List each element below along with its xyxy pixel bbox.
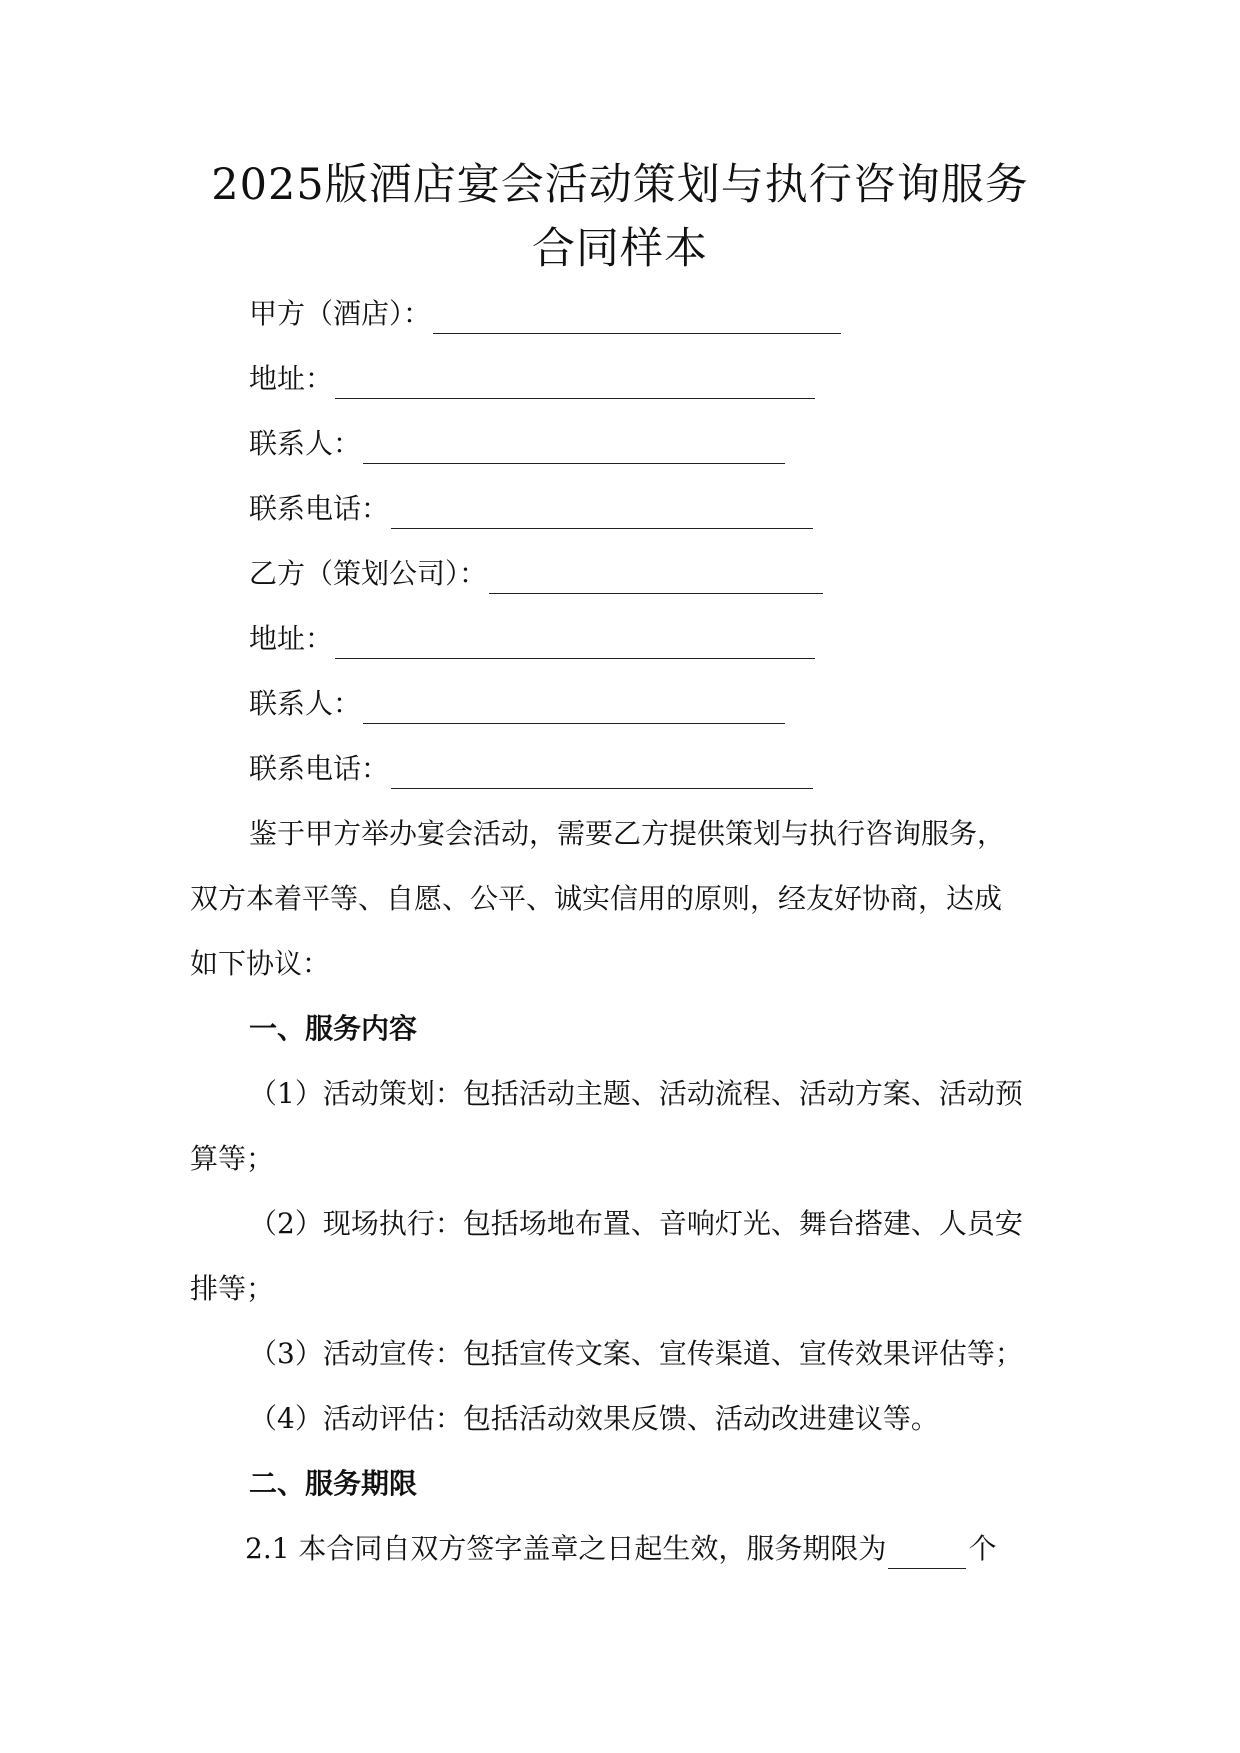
section-1-item-2-line-2: 排等； [190,1272,275,1305]
section-1-item-3: （3）活动宣传：包括宣传文案、宣传渠道、宣传效果评估等； [249,1337,1023,1370]
party-b-contact-blank[interactable] [363,693,785,724]
preamble-line-3: 如下协议： [190,947,331,980]
party-a-phone-field[interactable] [249,489,813,529]
party-b-name-blank[interactable] [489,563,823,594]
party-a-address-blank[interactable] [335,368,815,399]
party-a-address-label: 地址： [249,362,334,395]
clause-2-1-prefix: 2.1 本合同自双方签字盖章之日起生效，服务期限为 [245,1532,887,1565]
party-b-address-blank[interactable] [335,628,815,659]
party-b-contact-field[interactable] [249,684,785,724]
service-period-blank[interactable] [888,1540,966,1569]
section-1-item-1-line-2: 算等； [190,1142,275,1175]
section-1-item-2-line-1: （2）现场执行：包括场地布置、音响灯光、舞台搭建、人员安 [249,1207,1023,1240]
preamble-line-2: 双方本着平等、自愿、公平、诚实信用的原则，经友好协商，达成 [190,882,1003,915]
document-title-line-1: 2025版酒店宴会活动策划与执行咨询服务 [211,160,1029,210]
party-a-name-field[interactable] [249,294,841,334]
party-b-phone-blank[interactable] [391,758,813,789]
party-a-phone-blank[interactable] [391,498,813,529]
party-a-contact-blank[interactable] [363,433,785,464]
party-a-contact-field[interactable] [249,424,785,464]
party-a-name-blank[interactable] [433,303,841,334]
section-2-heading: 二、服务期限 [249,1467,418,1500]
party-b-phone-label: 联系电话： [249,752,390,785]
section-1-item-1-line-1: （1）活动策划：包括活动主题、活动流程、活动方案、活动预 [249,1077,1023,1110]
clause-2-1-suffix: 个 [968,1532,997,1565]
preamble-line-1: 鉴于甲方举办宴会活动，需要乙方提供策划与执行咨询服务， [249,817,1006,850]
party-b-contact-label: 联系人： [249,687,362,720]
party-b-phone-field[interactable] [249,749,813,789]
party-b-name-field[interactable] [249,554,823,594]
section-1-item-4: （4）活动评估：包括活动效果反馈、活动改进建议等。 [249,1402,939,1435]
party-a-address-field[interactable] [249,359,815,399]
party-b-name-label: 乙方（策划公司）： [249,557,488,590]
clause-2-1 [245,1529,996,1569]
party-b-address-label: 地址： [249,622,334,655]
section-1-heading: 一、服务内容 [249,1012,418,1045]
party-b-address-field[interactable] [249,619,815,659]
party-a-phone-label: 联系电话： [249,492,390,525]
party-a-name-label: 甲方（酒店）： [249,297,432,330]
document-title-line-2: 合同样本 [532,224,708,274]
party-a-contact-label: 联系人： [249,427,362,460]
